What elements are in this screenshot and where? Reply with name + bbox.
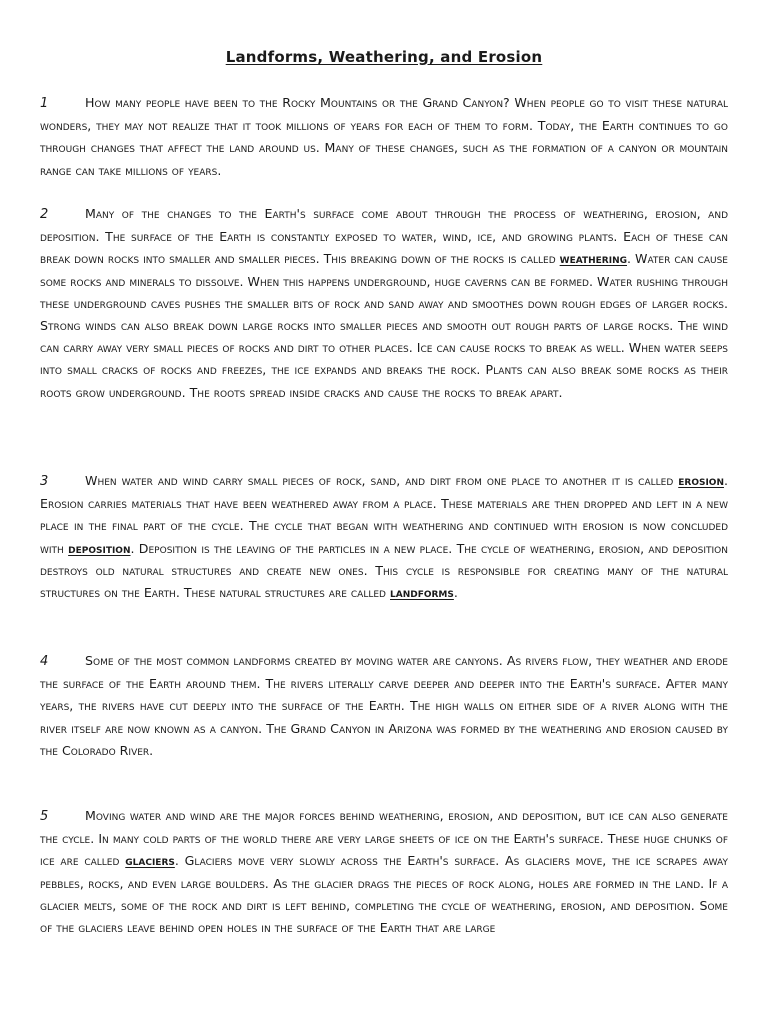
- paragraph-4: [40, 650, 728, 762]
- paragraph-text: . Deposition is the leaving of the particles in a new place. The cycle of weathering, erosion, and deposition destroys old natural structures and create new ones. This cycle is responsible for creating many of the natural structures on the Earth. These natural structures are called: [40, 540, 728, 601]
- key-term-landforms: landforms: [390, 585, 454, 601]
- paragraph-number: 1: [40, 96, 49, 111]
- paragraph-text: When water and wind carry small pieces of rock, sand, and dirt from one place to another it is called: [85, 473, 679, 488]
- paragraph-5: [40, 805, 728, 939]
- key-term-deposition: deposition: [68, 540, 131, 556]
- paragraph-number: 2: [40, 207, 49, 222]
- key-term-weathering: weathering: [559, 251, 627, 267]
- paragraph-2: [40, 203, 728, 404]
- paragraph-number: 3: [40, 474, 49, 489]
- paragraph-number: 4: [40, 654, 49, 669]
- paragraph-text: Some of the most common landforms created by moving water are canyons. As rivers flow, they weather and erode the surface of the Earth around them. The rivers literally carve deeper and deeper into the Earth's surface. After many years, the rivers have cut deeply into the surface of the Earth. The high walls on either side of a river along with the river itself are now known as a canyon. The Grand Canyon in Arizona was formed by the weathering and erosion caused by the Colorado River.: [40, 653, 728, 758]
- document-title: Landforms, Weathering, and Erosion: [225, 48, 543, 66]
- paragraph-text: Moving water and wind are the major forces behind weathering, erosion, and deposition, but ice can also generate the cycle. In many cold parts of the world there are very large sheets of ice on the Earth's surface. These huge chunks of ice are called: [40, 808, 728, 869]
- paragraph-text: . Erosion carries materials that have been weathered away from a place. These materials are then dropped and left in a new place in the final part of the cycle. The cycle that began with weathering and continued with erosion is now concluded with: [40, 473, 728, 556]
- paragraph-1: [40, 92, 728, 182]
- paragraph-text: How many people have been to the Rocky Mountains or the Grand Canyon? When people go to visit these natural wonders, they may not realize that it took millions of years for each of them to form. Today, the Earth continues to go through changes that affect the land around us. Many of these changes, such as the formation of a canyon or mountain range can take millions of years.: [40, 95, 728, 178]
- paragraph-text: Many of the changes to the Earth's surface come about through the process of weathering, erosion, and deposition. The surface of the Earth is constantly exposed to water, wind, ice, and growing plants. Each of these can break down rocks into smaller and smaller pieces. This breaking down of the rocks is called: [40, 206, 729, 267]
- paragraph-text: . Glaciers move very slowly across the Earth's surface. As glaciers move, the ice scrapes away pebbles, rocks, and even large boulders. As the glacier drags the pieces of rock along, holes are formed in the land. If a glacier melts, some of the rock and dirt is left behind, completing the cycle of weathering, erosion, and deposition. Some of the glaciers leave behind open holes in the surface of the Earth that are large: [40, 853, 728, 936]
- key-term-glaciers: glaciers: [125, 853, 175, 869]
- paragraph-number: 5: [40, 809, 49, 824]
- key-term-erosion: erosion: [678, 473, 724, 488]
- paragraph-text: . Water can cause some rocks and minerals to dissolve. When this happens underground, huge caverns can be formed. Water rushing through these underground caves pushes the smaller bits of rock and sand away and smoothes down rough edges of larger rocks. Strong winds can also break down large rocks into smaller pieces and smooth out rough parts of large rocks. The wind can carry away very small pieces of rocks and dirt to other places. Ice can cause rocks to break as well. When water seeps into small cracks of rocks and freezes, the ice expands and breaks the rock. Plants can also break some rocks as their roots grow underground. The roots spread inside cracks and cause the rocks to break apart.: [40, 251, 728, 400]
- paragraph-3: [40, 470, 728, 604]
- paragraph-text: .: [453, 585, 458, 601]
